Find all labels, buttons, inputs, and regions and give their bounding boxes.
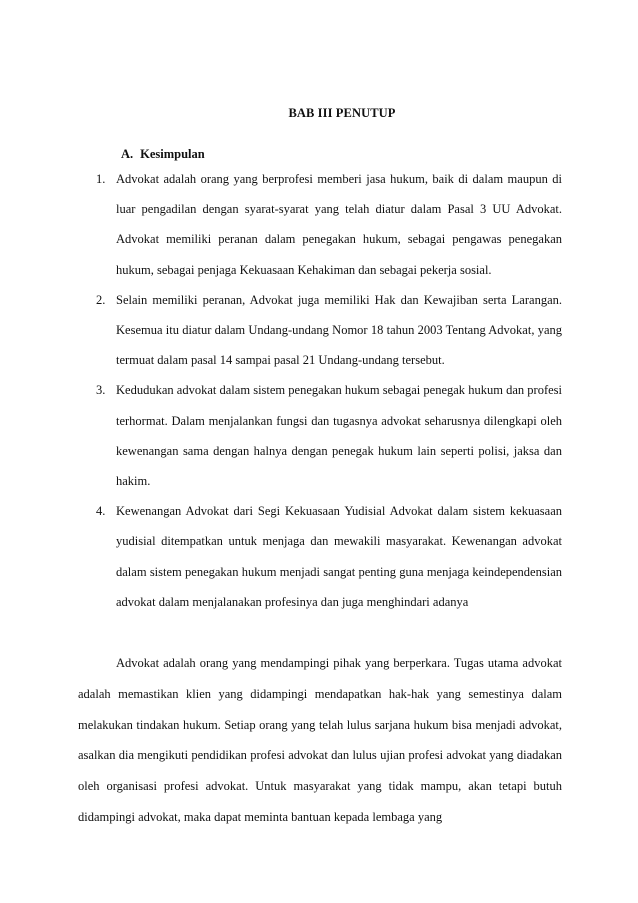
conclusion-list [96,164,562,617]
list-item-text: Kewenangan Advokat dari Segi Kekuasaan Yudisial Advokat dalam sistem kekuasaan yudisial ditempatkan untuk menjaga dan mewakili masyarakat. Kewenangan advokat dalam sistem penegakan hukum menjadi sangat penting guna menjaga keindependensian advokat dalam menjalanakan profesinya dan juga menghindari adanya [116,504,562,609]
list-item-text: Selain memiliki peranan, Advokat juga memiliki Hak dan Kewajiban serta Larangan. Kesemua itu diatur dalam Undang-undang Nomor 18 tahun 2003 Tentang Advokat, yang termuat dalam pasal 14 sampai pasal 21 Undang-undang tersebut. [116,292,562,368]
list-item [96,164,562,285]
section-heading-text: Kesimpulan [140,147,205,161]
list-item-number: 4. [96,504,106,519]
list-item [96,496,562,617]
list-item [96,375,562,496]
list-item-number: 3. [96,383,106,398]
list-item-text: Kedudukan advokat dalam sistem penegakan hukum sebagai penegak hukum dan profesi terhormat. Dalam menjalankan fungsi dan tugasnya advokat seharusnya dilengkapi oleh kewenangan sama dengan halnya dengan penegak hukum lain seperti polisi, jaksa dan hakim. [116,383,562,489]
list-item [96,285,562,376]
closing-paragraph: Advokat adalah orang yang mendampingi pihak yang berperkara. Tugas utama advokat adalah memastikan klien yang didampingi mendapatkan hak-hak yang semestinya dalam melakukan tindakan hukum. Setiap orang yang telah lulus sarjana hukum bisa menjadi advokat, asalkan dia mengikuti pendidikan profesi advokat dan lulus ujian profesi advokat yang diadakan oleh organisasi profesi advokat. Untuk masyarakat yang tidak mampu, akan tetapi butuh didampingi advokat, maka dapat meminta bantuan kepada lembaga yang [78,656,562,824]
section-marker: A. [121,147,134,161]
list-item-number: 2. [96,292,106,307]
section-heading [121,147,205,162]
list-item-number: 1. [96,172,106,186]
chapter-title: BAB III PENUTUP [288,106,396,120]
list-item-text: Advokat adalah orang yang berprofesi memberi jasa hukum, baik di dalam maupun di luar pengadilan dengan syarat-syarat yang telah diatur dalam Pasal 3 UU Advokat. Advokat memiliki peranan dalam penegakan hukum, sebagai pengawas penegakan hukum, sebagai penjaga Kekuasaan Kehakiman dan sebagai pekerja sosial. [116,172,562,277]
